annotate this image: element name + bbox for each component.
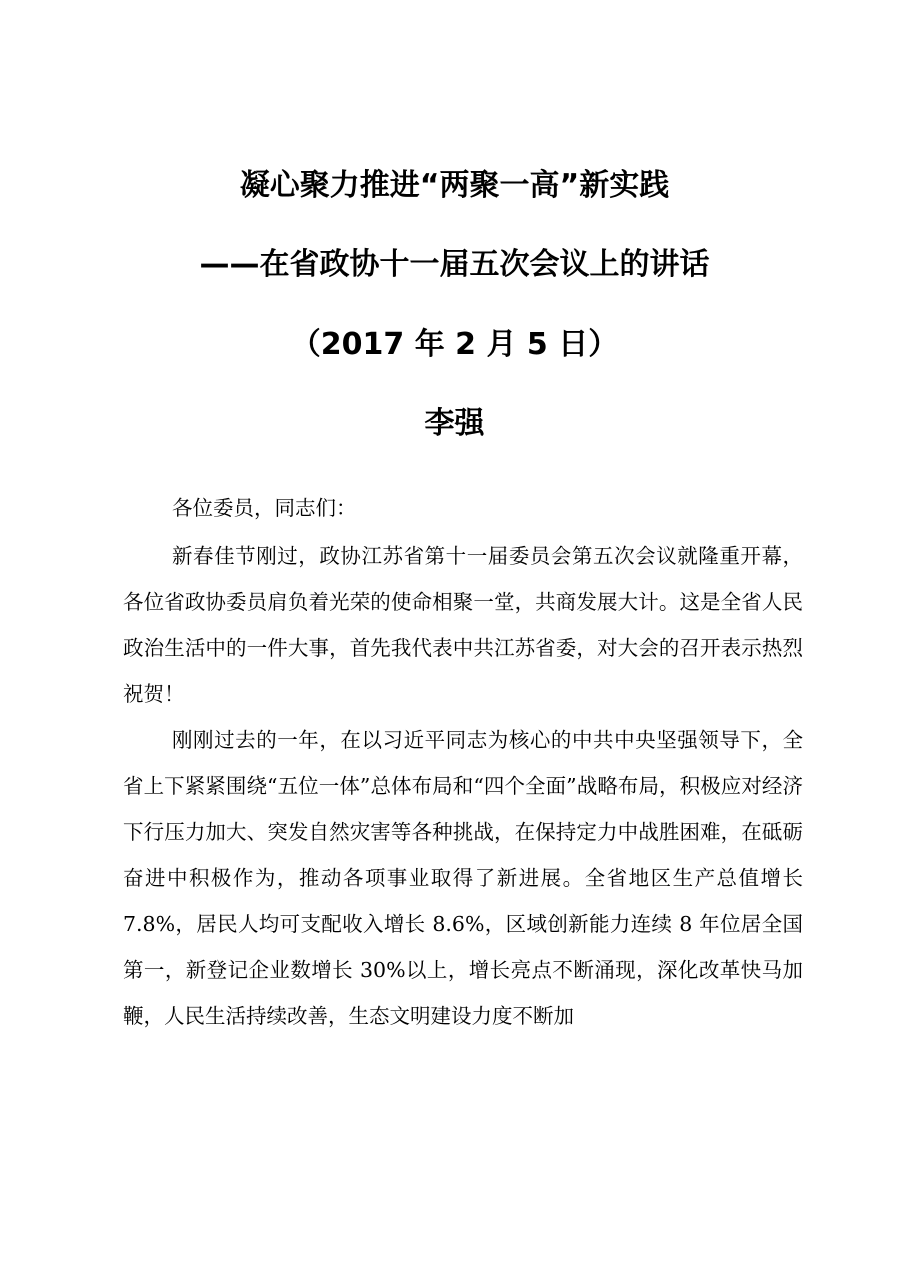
- body-text: [123, 533, 803, 1039]
- paragraph: 新春佳节刚过，政协江苏省第十一届委员会第五次会议就隆重开幕，各位省政协委员肩负着光荣的使命相聚一堂，共商发展大计。这是全省人民政治生活中的一件大事，首先我代表中共江苏省委，对大会的召开表示热烈祝贺！: [123, 544, 803, 706]
- salutation: 各位委员，同志们：: [172, 496, 357, 520]
- document-title: 凝心聚力推进“两聚一高”新实践: [239, 168, 670, 203]
- document-subtitle: ——在省政协十一届五次会议上的讲话: [199, 247, 710, 282]
- document-author: 李强: [424, 406, 485, 441]
- paragraph: 刚刚过去的一年，在以习近平同志为核心的中共中央坚强领导下，全省上下紧紧围绕“五位一体”总体布局和“四个全面”战略布局，积极应对经济下行压力加大、突发自然灾害等各种挑战，在保持定力中战胜困难，在砥砺奋进中积极作为，推动各项事业取得了新进展。全省地区生产总值增长 7.8%，居民人均可支配收入增长 8.6%，区域创新能力连续 8 年位居全国第一，新登记企业数增长 30%以上，增长亮点不断涌现，深化改革快马加鞭，人民生活持续改善，生态文明建设力度不断加: [123, 728, 803, 1028]
- document-date: （2017 年 2 月 5 日）: [290, 327, 619, 362]
